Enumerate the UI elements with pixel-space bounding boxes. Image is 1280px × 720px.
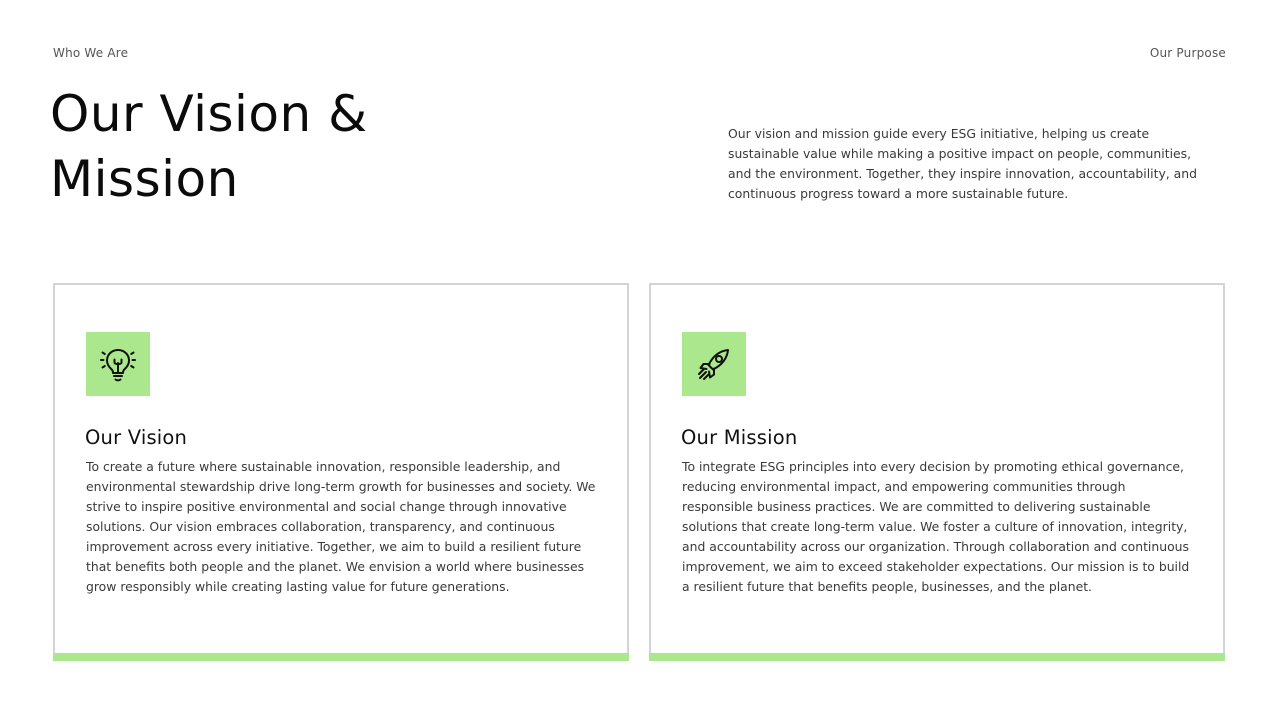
page-title-line1: Our Vision &: [50, 85, 368, 143]
rocket-icon: [682, 332, 746, 396]
intro-paragraph: Our vision and mission guide every ESG initiative, helping us create sustainable value while making a positive impact on people, communities, and the environment. Together, they inspire innovation, accountability, and continuous progress toward a more sustainable future.: [728, 126, 1197, 201]
mission-card-title: Our Mission: [681, 426, 798, 449]
lightbulb-icon: [86, 332, 150, 396]
vision-card: [53, 283, 629, 661]
vision-card-title: Our Vision: [85, 426, 188, 449]
mission-card-accent-bar: [649, 653, 1225, 661]
mission-card-body: To integrate ESG principles into every decision by promoting ethical governance, reducing environmental impact, and empowering communities through responsible business practices. We are committed to delivering sustainable solutions that create long-term value. We foster a culture of innovation, integrity, and accountability across our organization. Through collaboration and continuous improvement, we aim to exceed stakeholder expectations. Our mission is to build a resilient future that benefits people, businesses, and the planet.: [682, 459, 1190, 594]
page-title: [50, 82, 470, 212]
eyebrow-our-purpose: Our Purpose: [1149, 46, 1226, 60]
eyebrow-who-we-are: Who We Are: [53, 46, 129, 60]
mission-card: [649, 283, 1225, 661]
page-title-line2: Mission: [50, 150, 239, 208]
vision-card-body: To create a future where sustainable innovation, responsible leadership, and environmental stewardship drive long-term growth for businesses and society. We strive to inspire positive environmental and social change through innovative solutions. Our vision embraces collaboration, transparency, and continuous improvement across every initiative. Together, we aim to build a resilient future that benefits both people and the planet. We envision a world where businesses grow responsibly while creating lasting value for future generations.: [86, 459, 596, 594]
vision-card-accent-bar: [53, 653, 629, 661]
